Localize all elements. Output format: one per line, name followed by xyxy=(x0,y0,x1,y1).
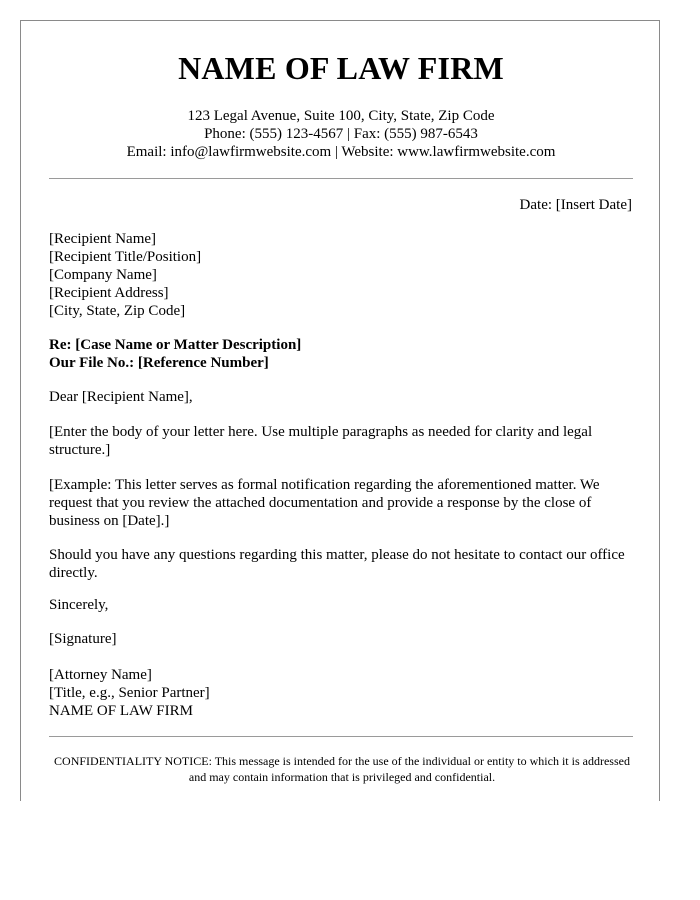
recipient-title: [Recipient Title/Position] xyxy=(49,249,202,265)
footer-divider xyxy=(49,736,633,737)
attorney-name: [Attorney Name] xyxy=(49,667,152,683)
attorney-title: [Title, e.g., Senior Partner] xyxy=(49,685,210,701)
signature-firm-name: NAME OF LAW FIRM xyxy=(49,703,193,719)
firm-phone-fax: Phone: (555) 123-4567 | Fax: (555) 987-6543 xyxy=(204,126,478,142)
closing: Sincerely, xyxy=(49,597,109,613)
recipient-address: [Recipient Address] xyxy=(49,285,169,301)
recipient-company: [Company Name] xyxy=(49,267,157,283)
confidentiality-notice: CONFIDENTIALITY NOTICE: This message is intended for the use of the individual or entity to which it is addressed and may contain information that is privileged and confidential. xyxy=(54,754,630,784)
recipient-block xyxy=(49,230,201,320)
recipient-name: [Recipient Name] xyxy=(49,231,157,247)
salutation: Dear [Recipient Name], xyxy=(49,389,193,405)
subject-re-line: Re: [Case Name or Matter Description] xyxy=(49,337,302,353)
signature-block xyxy=(49,666,210,720)
body-paragraph-3: Should you have any questions regarding this matter, please do not hesitate to contact our office directly. xyxy=(49,547,625,581)
header-divider xyxy=(49,178,633,179)
letter-date: Date: [Insert Date] xyxy=(519,197,632,213)
firm-name-heading: NAME OF LAW FIRM xyxy=(178,50,504,86)
letter-page xyxy=(20,20,660,801)
firm-address: 123 Legal Avenue, Suite 100, City, State, Zip Code xyxy=(187,108,495,124)
subject-file-number: Our File No.: [Reference Number] xyxy=(49,355,269,371)
body-paragraph-1: [Enter the body of your letter here. Use multiple paragraphs as needed for clarity and legal structure.] xyxy=(49,424,593,458)
subject-block xyxy=(49,336,301,372)
letterhead-contact-block xyxy=(21,107,661,161)
signature-placeholder: [Signature] xyxy=(49,631,117,647)
firm-email-website: Email: info@lawfirmwebsite.com | Website: www.lawfirmwebsite.com xyxy=(126,144,556,160)
recipient-city-state-zip: [City, State, Zip Code] xyxy=(49,303,186,319)
body-paragraph-2: [Example: This letter serves as formal notification regarding the aforementioned matter. We request that you review the attached documentation and provide a response by the close of business on [Date].] xyxy=(49,477,600,529)
